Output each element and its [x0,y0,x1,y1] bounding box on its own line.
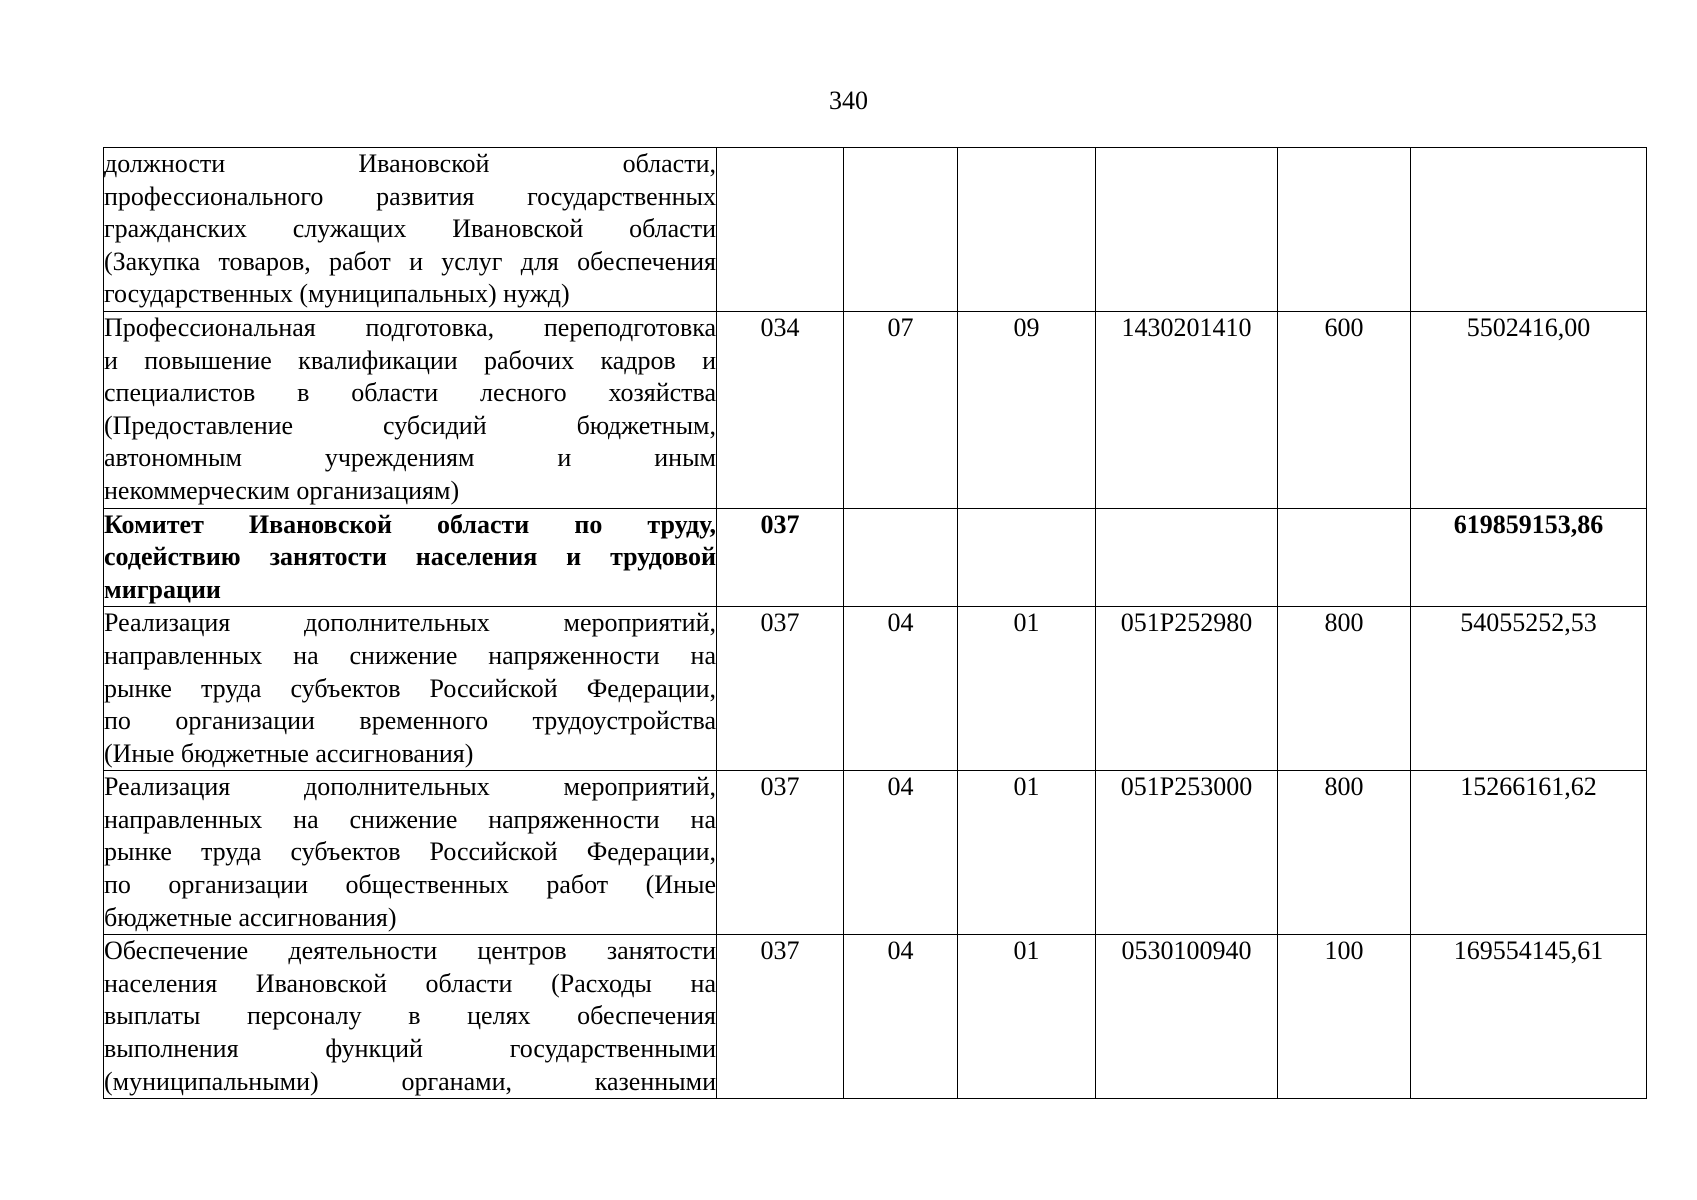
expense-type-cell: 800 [1278,607,1411,771]
description-line: гражданских служащих Ивановской области [104,214,716,244]
budget-table [103,147,1647,1099]
section-code-cell: 04 [844,771,958,935]
description-line: по организации общественных работ (Иные [104,870,716,900]
description-line: (Иные бюджетные ассигнования) [104,738,474,768]
section-code-cell [844,148,958,312]
amount-cell [1411,148,1647,312]
admin-code-cell: 034 [717,311,844,508]
subsection-code-cell [958,148,1096,312]
target-article-cell: 051P252980 [1096,607,1278,771]
page-number: 340 [829,86,868,115]
amount-cell: 54055252,53 [1411,607,1647,771]
admin-code-cell: 037 [717,607,844,771]
admin-code-cell: 037 [717,771,844,935]
table-row [104,148,1647,312]
description-cell [104,607,717,771]
description-line: некоммерческим организациям) [104,475,460,505]
description-line: (Предоставление субсидий бюджетным, [104,410,716,440]
expense-type-cell: 600 [1278,311,1411,508]
description-cell [104,148,717,312]
subsection-code-cell: 01 [958,607,1096,771]
description-line: содействию занятости населения и трудовой [104,542,716,572]
table-row [104,508,1647,607]
admin-code-cell [717,148,844,312]
expense-type-cell: 100 [1278,935,1411,1099]
description-line: рынке труда субъектов Российской Федерации, [104,673,716,703]
description-line: Обеспечение деятельности центров занятости [104,936,716,966]
description-line: должности Ивановской области, [104,149,716,178]
description-cell [104,311,717,508]
subsection-code-cell: 01 [958,935,1096,1099]
expense-type-cell [1278,148,1411,312]
description-line: направленных на снижение напряженности на [104,640,716,670]
description-line: автономным учреждениям и иным [104,443,716,473]
subsection-code-cell: 09 [958,311,1096,508]
description-line: направленных на снижение напряженности на [104,804,716,834]
section-code-cell: 04 [844,935,958,1099]
description-line: специалистов в области лесного хозяйства [104,378,716,408]
description-cell [104,771,717,935]
description-line: населения Ивановской области (Расходы на [104,968,716,998]
table-row [104,935,1647,1099]
section-code-cell [844,508,958,607]
description-line: миграции [104,574,221,604]
admin-code-cell: 037 [717,935,844,1099]
target-article-cell: 0530100940 [1096,935,1278,1099]
table-row [104,607,1647,771]
description-line: выплаты персоналу в целях обеспечения [104,1001,716,1031]
subsection-code-cell [958,508,1096,607]
amount-cell: 619859153,86 [1411,508,1647,607]
section-code-cell: 07 [844,311,958,508]
description-cell [104,935,717,1099]
description-line: по организации временного трудоустройства [104,706,716,736]
target-article-cell [1096,508,1278,607]
expense-type-cell [1278,508,1411,607]
description-line: Реализация дополнительных мероприятий, [104,608,716,638]
description-cell [104,508,717,607]
description-line: Реализация дополнительных мероприятий, [104,772,716,802]
target-article-cell: 1430201410 [1096,311,1278,508]
amount-cell: 169554145,61 [1411,935,1647,1099]
description-line: (муниципальными) органами, казенными [104,1066,716,1096]
budget-table-body [104,148,1647,1099]
description-line: Комитет Ивановской области по труду, [104,509,716,539]
description-line: профессионального развития государственных [104,181,716,211]
description-line: бюджетные ассигнования) [104,902,397,932]
amount-cell: 15266161,62 [1411,771,1647,935]
description-line: (Закупка товаров, работ и услуг для обеспечения [104,246,716,276]
table-row [104,311,1647,508]
description-line: Профессиональная подготовка, переподготовка [104,312,716,342]
subsection-code-cell: 01 [958,771,1096,935]
expense-type-cell: 800 [1278,771,1411,935]
amount-cell: 5502416,00 [1411,311,1647,508]
target-article-cell [1096,148,1278,312]
description-line: и повышение квалификации рабочих кадров и [104,345,716,375]
admin-code-cell: 037 [717,508,844,607]
table-row [104,771,1647,935]
section-code-cell: 04 [844,607,958,771]
description-line: рынке труда субъектов Российской Федерации, [104,837,716,867]
description-line: государственных (муниципальных) нужд) [104,279,570,309]
target-article-cell: 051P253000 [1096,771,1278,935]
description-line: выполнения функций государственными [104,1034,716,1064]
